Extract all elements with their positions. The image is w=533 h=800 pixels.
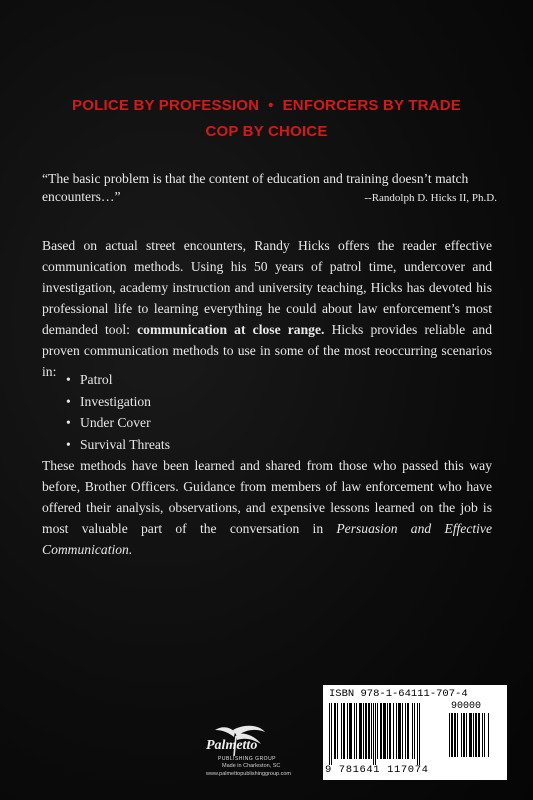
list-item: • Survival Threats <box>66 434 170 456</box>
publisher-url: www.palmettopublishinggroup.com <box>206 771 291 777</box>
headline-trade: ENFORCERS BY TRADE <box>282 97 461 114</box>
bullet-icon: • <box>66 372 71 387</box>
publisher-location: Made in Charleston, SC <box>222 763 281 769</box>
description-paragraph-2 <box>42 455 492 560</box>
list-item: • Under Cover <box>66 412 170 434</box>
para2-start: These methods have been learned and shared from those who passed this way before, Brother Officers. Guidance from members of law enforcement who have offered their analysis, observations, and expensive lessons learned on the job is most valuable part of the conversation in <box>42 458 492 536</box>
isbn-barcode-box <box>323 685 507 780</box>
book-title-italic: Persuasion and Effective Communication. <box>42 521 492 557</box>
list-item: • Investigation <box>66 391 170 413</box>
list-item: • Patrol <box>66 369 170 391</box>
publisher-group: PUBLISHING GROUP <box>218 756 277 762</box>
scenario-list <box>66 369 170 455</box>
isbn-label: ISBN 978-1-64111-707-4 <box>329 688 468 700</box>
quote-attribution: --Randolph D. Hicks II, Ph.D. <box>364 192 497 204</box>
bullet-icon: • <box>66 393 71 409</box>
barcode-digits: 9 781641 117074 <box>325 764 429 776</box>
pull-quote: “The basic problem is that the content of education and training doesn’t match encounters…” <box>42 171 469 204</box>
para1-end: Hicks provides reliable and proven communication methods to use in some of the most reoccurring scenarios in: <box>42 322 493 379</box>
headline-line-2: COP BY CHOICE <box>205 123 328 140</box>
barcode-addon-icon <box>449 713 501 763</box>
barcode-icon <box>329 703 445 765</box>
isbn-addon-digits: 90000 <box>451 701 482 712</box>
headline-line-1 <box>0 97 533 114</box>
para1-start: Based on actual street encounters, Randy Hicks offers the reader effective communication methods. Using his 50 years of patrol time, undercover and investigation, academy instruction and university teaching, Hicks has devoted his professional life to learning everything he could about law enforcement’s most demanded tool: <box>42 238 492 337</box>
para1-bold: communication at close range. <box>137 322 325 337</box>
bullet-icon: • <box>66 415 71 430</box>
bullet-icon: • <box>66 436 71 452</box>
description-paragraph-1 <box>42 235 492 382</box>
publisher-name: Palmetto <box>206 738 258 753</box>
headline-separator: • <box>268 97 274 114</box>
headline-profession: POLICE BY PROFESSION <box>72 97 260 114</box>
